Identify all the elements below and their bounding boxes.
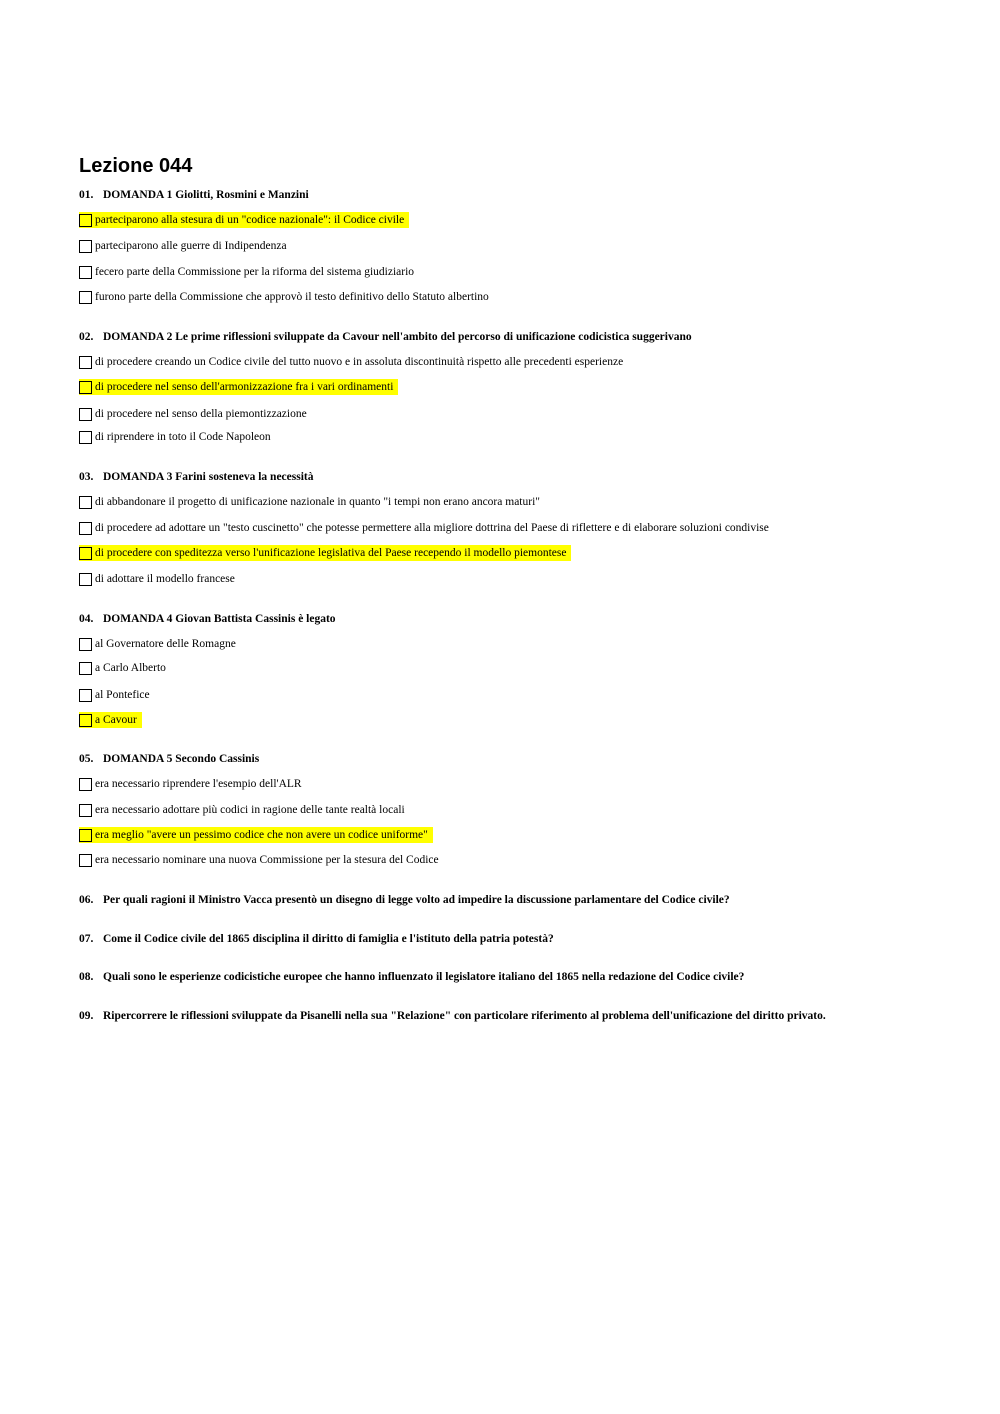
option-text: era necessario adottare più codici in ragione delle tante realtà locali	[95, 804, 405, 816]
checkbox[interactable]	[79, 714, 92, 727]
question-1-heading	[79, 187, 309, 203]
option-text: era meglio "avere un pessimo codice che non avere un codice uniforme"	[95, 829, 428, 841]
checkbox[interactable]	[79, 496, 92, 509]
open-question-6	[79, 892, 730, 908]
answer-option[interactable]	[79, 687, 150, 703]
open-question-7	[79, 931, 554, 947]
question-number: 02.	[79, 331, 94, 343]
option-text: era necessario nominare una nuova Commissione per la stesura del Codice	[95, 854, 439, 866]
question-number: 03.	[79, 471, 94, 483]
checkbox[interactable]	[79, 829, 92, 842]
answer-option[interactable]	[79, 354, 623, 370]
question-text: DOMANDA 3 Farini sosteneva la necessità	[103, 471, 314, 483]
answer-option[interactable]	[79, 636, 236, 652]
option-text: a Cavour	[95, 714, 137, 726]
checkbox[interactable]	[79, 291, 92, 304]
question-number: 01.	[79, 189, 94, 201]
question-4-heading	[79, 611, 336, 627]
checkbox[interactable]	[79, 547, 92, 560]
checkbox[interactable]	[79, 266, 92, 279]
page-title: Lezione 044	[79, 155, 193, 177]
answer-option[interactable]	[79, 776, 302, 792]
answer-option[interactable]	[79, 264, 414, 280]
checkbox[interactable]	[79, 522, 92, 535]
answer-option[interactable]	[79, 520, 769, 536]
answer-option-correct[interactable]	[79, 212, 409, 228]
checkbox[interactable]	[79, 381, 92, 394]
option-text: fecero parte della Commissione per la riforma del sistema giudiziario	[95, 266, 415, 278]
option-text: furono parte della Commissione che approvò il testo definitivo dello Statuto albertino	[95, 291, 489, 303]
checkbox[interactable]	[79, 662, 92, 675]
answer-option[interactable]	[79, 289, 489, 305]
checkbox[interactable]	[79, 689, 92, 702]
option-text: di procedere nel senso della piemontizzazione	[95, 408, 307, 420]
answer-option[interactable]	[79, 494, 540, 510]
option-text: di riprendere in toto il Code Napoleon	[95, 431, 271, 443]
option-text: era necessario riprendere l'esempio dell'ALR	[95, 778, 302, 790]
answer-option[interactable]	[79, 571, 235, 587]
answer-option[interactable]	[79, 660, 166, 676]
checkbox[interactable]	[79, 804, 92, 817]
option-text: di procedere nel senso dell'armonizzazione fra i vari ordinamenti	[95, 381, 394, 393]
question-text: DOMANDA 2 Le prime riflessioni sviluppate da Cavour nell'ambito del percorso di unificazione codicistica suggerivano	[103, 331, 692, 343]
question-text: DOMANDA 1 Giolitti, Rosmini e Manzini	[103, 189, 309, 201]
answer-option-correct[interactable]	[79, 545, 571, 561]
question-text: Per quali ragioni il Ministro Vacca presentò un disegno di legge volto ad impedire la discussione parlamentare del Codice civile?	[103, 894, 730, 906]
answer-option[interactable]	[79, 406, 307, 422]
checkbox[interactable]	[79, 408, 92, 421]
checkbox[interactable]	[79, 573, 92, 586]
checkbox[interactable]	[79, 638, 92, 651]
option-text: di procedere con speditezza verso l'unificazione legislativa del Paese recependo il modello piemontese	[95, 547, 567, 559]
question-number: 09.	[79, 1010, 94, 1022]
option-text: a Carlo Alberto	[95, 662, 166, 674]
option-text: parteciparono alle guerre di Indipendenza	[95, 240, 287, 252]
answer-option-correct[interactable]	[79, 712, 142, 728]
checkbox[interactable]	[79, 431, 92, 444]
question-5-heading	[79, 751, 259, 767]
option-text: parteciparono alla stesura di un "codice nazionale": il Codice civile	[95, 214, 405, 226]
answer-option-correct[interactable]	[79, 827, 433, 843]
option-text: di procedere creando un Codice civile del tutto nuovo e in assoluta discontinuità rispetto alle precedenti esperienze	[95, 356, 624, 368]
question-3-heading	[79, 469, 314, 485]
question-number: 07.	[79, 933, 94, 945]
answer-option[interactable]	[79, 852, 439, 868]
checkbox[interactable]	[79, 240, 92, 253]
question-text: DOMANDA 4 Giovan Battista Cassinis è legato	[103, 613, 336, 625]
question-number: 06.	[79, 894, 94, 906]
option-text: di adottare il modello francese	[95, 573, 235, 585]
question-number: 08.	[79, 971, 94, 983]
question-text: DOMANDA 5 Secondo Cassinis	[103, 753, 260, 765]
question-text: Come il Codice civile del 1865 disciplina il diritto di famiglia e l'istituto della patria potestà?	[103, 933, 554, 945]
question-text: Ripercorrere le riflessioni sviluppate da Pisanelli nella sua "Relazione" con particolare riferimento al problema dell'unificazione del diritto privato.	[103, 1010, 826, 1022]
open-question-8	[79, 969, 744, 985]
question-text: Quali sono le esperienze codicistiche europee che hanno influenzato il legislatore italiano del 1865 nella redazione del Codice civile?	[103, 971, 745, 983]
checkbox[interactable]	[79, 778, 92, 791]
question-number: 05.	[79, 753, 94, 765]
checkbox[interactable]	[79, 214, 92, 227]
checkbox[interactable]	[79, 854, 92, 867]
option-text: di abbandonare il progetto di unificazione nazionale in quanto "i tempi non erano ancora maturi"	[95, 496, 540, 508]
checkbox[interactable]	[79, 356, 92, 369]
answer-option[interactable]	[79, 238, 287, 254]
open-question-9	[79, 1008, 826, 1024]
answer-option-correct[interactable]	[79, 379, 398, 395]
answer-option[interactable]	[79, 802, 405, 818]
option-text: al Governatore delle Romagne	[95, 638, 236, 650]
answer-option[interactable]	[79, 429, 271, 445]
option-text: di procedere ad adottare un "testo cuscinetto" che potesse permettere alla migliore dottrina del Paese di riflettere e di elaborare soluzioni condivise	[95, 522, 769, 534]
option-text: al Pontefice	[95, 689, 150, 701]
question-number: 04.	[79, 613, 94, 625]
question-2-heading	[79, 329, 692, 345]
